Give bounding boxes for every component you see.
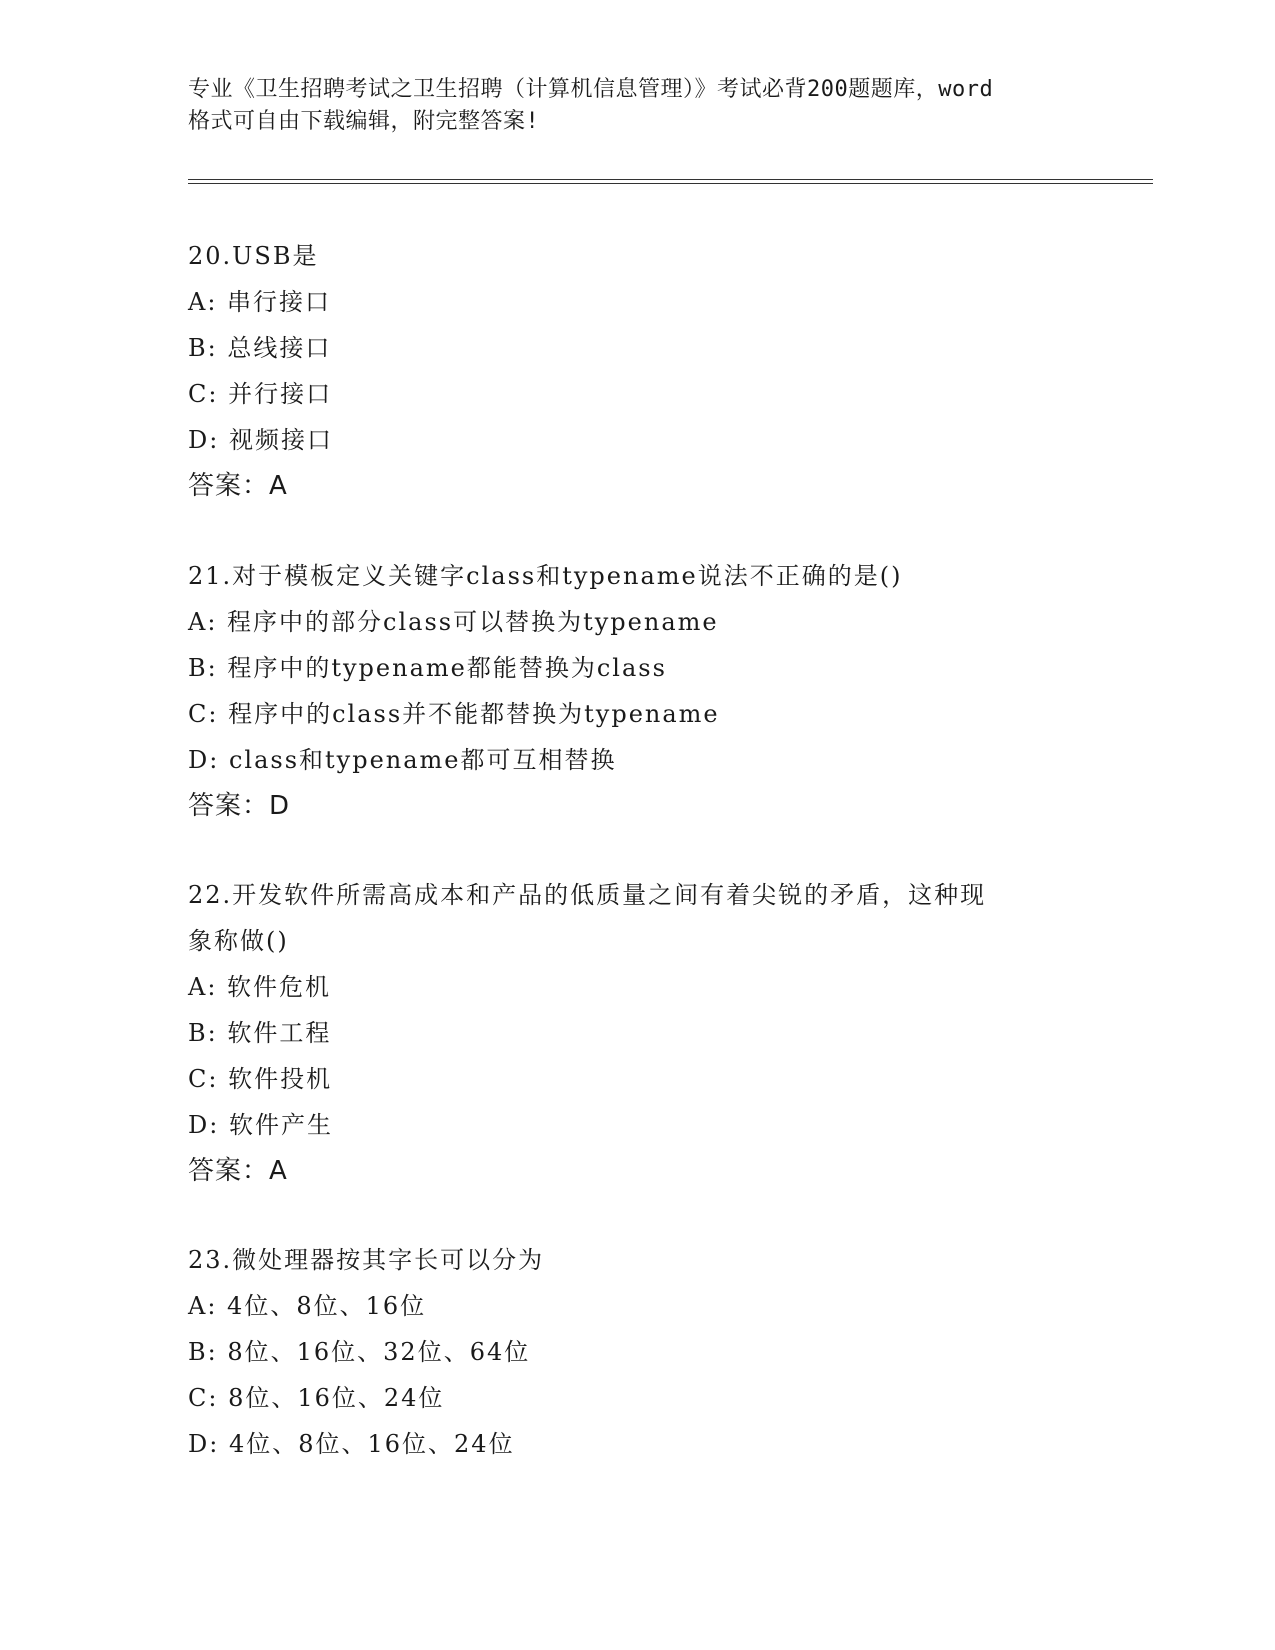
question-stem-line-1: 22.开发软件所需高成本和产品的低质量之间有着尖锐的矛盾，这种现 bbox=[188, 881, 987, 909]
option-b: B: 总线接口 bbox=[188, 334, 332, 362]
question-stem-line-2: 象称做() bbox=[188, 927, 289, 955]
question-stem: 23.微处理器按其字长可以分为 bbox=[188, 1246, 545, 1274]
answer-line: 答案：D bbox=[188, 791, 291, 821]
answer-line: 答案：A bbox=[188, 1156, 288, 1186]
option-c: C: 并行接口 bbox=[188, 380, 333, 408]
option-d: D: 4位、8位、16位、24位 bbox=[188, 1430, 515, 1458]
option-c: C: 软件投机 bbox=[188, 1065, 333, 1093]
option-b: B: 8位、16位、32位、64位 bbox=[188, 1338, 531, 1366]
question-23 bbox=[188, 1237, 1128, 1467]
option-d: D: 软件产生 bbox=[188, 1111, 333, 1139]
header-divider-bottom bbox=[188, 183, 1153, 184]
question-stem: 20.USB是 bbox=[188, 242, 319, 270]
question-20 bbox=[188, 233, 1128, 509]
option-a: A: 程序中的部分class可以替换为typename bbox=[188, 608, 719, 636]
document-header bbox=[188, 74, 1088, 138]
option-b: B: 程序中的typename都能替换为class bbox=[188, 654, 667, 682]
option-d: D: class和typename都可互相替换 bbox=[188, 746, 617, 774]
option-a: A: 串行接口 bbox=[188, 288, 332, 316]
header-line-1: 专业《卫生招聘考试之卫生招聘（计算机信息管理）》考试必背200题题库，word bbox=[188, 77, 994, 102]
header-divider-top bbox=[188, 179, 1153, 180]
answer-line: 答案：A bbox=[188, 471, 288, 501]
option-a: A: 软件危机 bbox=[188, 973, 332, 1001]
header-line-2: 格式可自由下载编辑，附完整答案! bbox=[188, 109, 540, 134]
question-22 bbox=[188, 872, 1128, 1194]
question-stem: 21.对于模板定义关键字class和typename说法不正确的是() bbox=[188, 562, 903, 590]
option-d: D: 视频接口 bbox=[188, 426, 333, 454]
option-c: C: 8位、16位、24位 bbox=[188, 1384, 445, 1412]
option-c: C: 程序中的class并不能都替换为typename bbox=[188, 700, 720, 728]
option-a: A: 4位、8位、16位 bbox=[188, 1292, 427, 1320]
question-21 bbox=[188, 553, 1128, 829]
option-b: B: 软件工程 bbox=[188, 1019, 332, 1047]
